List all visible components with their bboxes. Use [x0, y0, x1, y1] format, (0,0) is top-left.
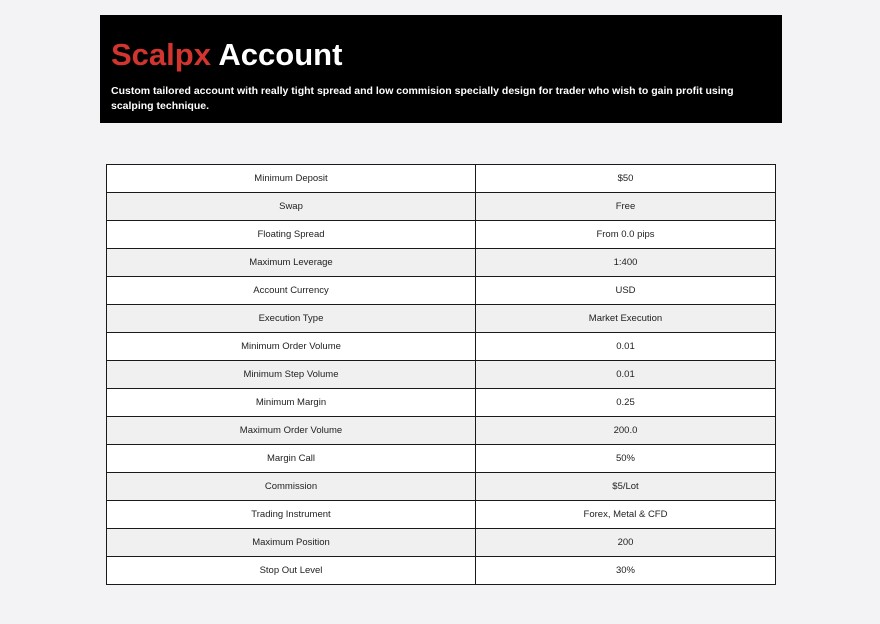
- spec-label: Stop Out Level: [107, 557, 476, 585]
- table-row: [107, 445, 776, 473]
- spec-label: Margin Call: [107, 445, 476, 473]
- spec-value: 1:400: [476, 249, 776, 277]
- spec-value: 50%: [476, 445, 776, 473]
- table-row: [107, 389, 776, 417]
- table-row: [107, 249, 776, 277]
- specs-table-body: [107, 165, 776, 585]
- spec-value: 0.01: [476, 361, 776, 389]
- spec-label: Minimum Deposit: [107, 165, 476, 193]
- table-row: [107, 333, 776, 361]
- page-title: [111, 37, 770, 73]
- spec-label: Trading Instrument: [107, 501, 476, 529]
- spec-label: Maximum Position: [107, 529, 476, 557]
- spec-label: Commission: [107, 473, 476, 501]
- table-row: [107, 361, 776, 389]
- spec-label: Minimum Step Volume: [107, 361, 476, 389]
- table-row: [107, 529, 776, 557]
- table-row: [107, 501, 776, 529]
- table-row: [107, 277, 776, 305]
- table-row: [107, 417, 776, 445]
- table-row: [107, 165, 776, 193]
- spec-value: From 0.0 pips: [476, 221, 776, 249]
- spec-label: Maximum Leverage: [107, 249, 476, 277]
- spec-label: Minimum Margin: [107, 389, 476, 417]
- table-row: [107, 557, 776, 585]
- spec-label: Account Currency: [107, 277, 476, 305]
- title-accent: Scalpx: [111, 37, 211, 72]
- account-hero-banner: [100, 15, 782, 123]
- spec-value: $5/Lot: [476, 473, 776, 501]
- spec-value: 0.01: [476, 333, 776, 361]
- spec-value: Free: [476, 193, 776, 221]
- table-row: [107, 305, 776, 333]
- spec-value: Forex, Metal & CFD: [476, 501, 776, 529]
- spec-value: 200: [476, 529, 776, 557]
- spec-value: 30%: [476, 557, 776, 585]
- spec-value: Market Execution: [476, 305, 776, 333]
- table-row: [107, 221, 776, 249]
- account-specs-table: [106, 164, 776, 585]
- table-row: [107, 193, 776, 221]
- account-description: Custom tailored account with really tight spread and low commision specially design for trader who wish to gain profit using scalping technique.: [111, 85, 734, 112]
- title-rest: Account: [210, 37, 343, 72]
- spec-label: Execution Type: [107, 305, 476, 333]
- table-row: [107, 473, 776, 501]
- spec-label: Maximum Order Volume: [107, 417, 476, 445]
- spec-value: USD: [476, 277, 776, 305]
- spec-value: 200.0: [476, 417, 776, 445]
- spec-label: Swap: [107, 193, 476, 221]
- spec-label: Floating Spread: [107, 221, 476, 249]
- spec-value: $50: [476, 165, 776, 193]
- spec-value: 0.25: [476, 389, 776, 417]
- spec-label: Minimum Order Volume: [107, 333, 476, 361]
